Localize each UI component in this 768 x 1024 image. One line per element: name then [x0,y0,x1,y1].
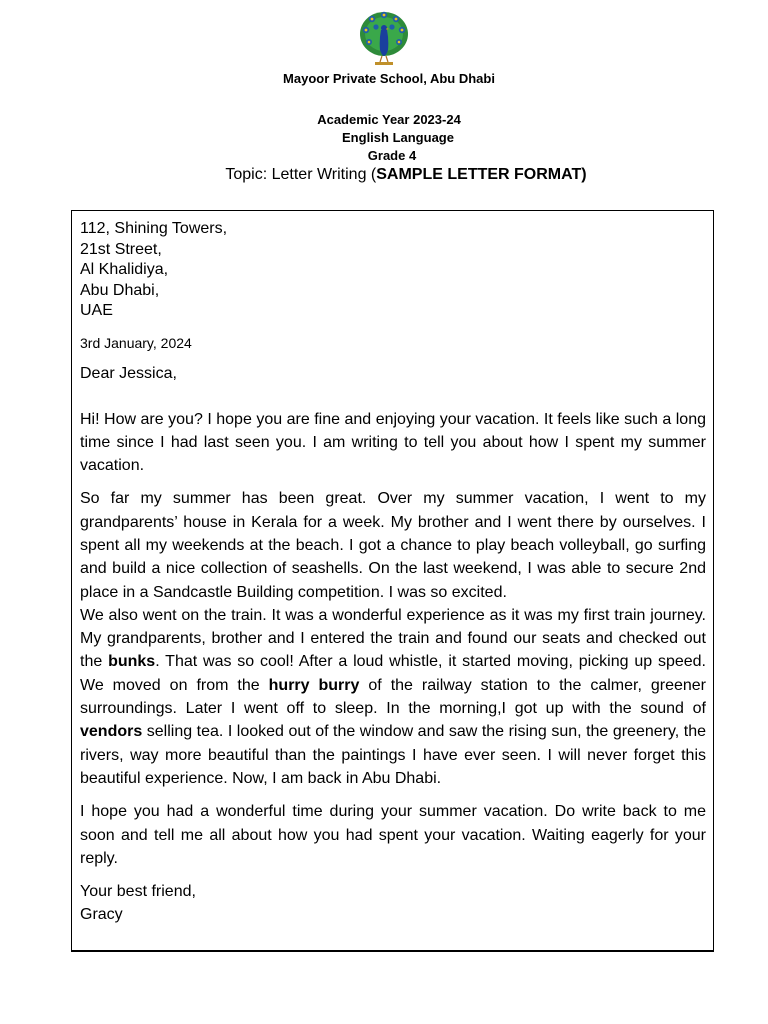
address-line: Al Khalidiya, [80,261,169,278]
subject-title: English Language [342,130,454,145]
sender-address [80,219,706,322]
address-line: UAE [80,302,113,319]
paragraph-text: selling tea. I looked out of the window and saw the rising sun, the greenery, the rivers, way more beautiful than the paintings I have ever seen. I will never forget this beautiful experience. Now, I am back in Abu Dhabi. [80,723,706,787]
bold-word: vendors [80,723,143,741]
signature-name: Gracy [80,906,123,924]
peacock-logo-icon [358,10,410,68]
letter-closing [80,880,706,926]
letter-body [80,408,706,871]
paragraph-text: I hope you had a wonderful time during your summer vacation. Do write back to me soon and tell me all about how you had spent your vacation. Waiting eagerly for your reply. [80,803,706,867]
school-name: Mayoor Private School, Abu Dhabi [283,71,495,86]
body-paragraph [80,487,706,603]
body-paragraph [80,800,706,870]
sample-letter-box [71,210,714,952]
topic-heading [0,166,768,184]
address-line: Abu Dhabi, [80,281,160,299]
paragraph-text: So far my summer has been great. Over my summer vacation, I went to my grandparents’ house in Kerala for a week. My brother and I went there by ourselves. I spent all my weekends at the beach. I got a chance to play beach volleyball, go surfing and build a nice collection of seashells. On the last weekend, I was able to secure 2nd place in a Sandcastle Building competition. I was so excited. [80,490,706,601]
paragraph-text: of the railway station to the calmer, greener surroundings. Later I went off to sleep. In the morning,I got up with the sound of [80,676,707,718]
address-line: 112, Shining Towers, [80,220,228,237]
bold-word: hurry burry [268,676,360,694]
closing-phrase: Your best friend, [80,883,196,901]
letter-greeting: Dear Jessica, [80,364,177,382]
paragraph-text: . That was so cool! After a loud whistle, it started moving, picking up speed. We moved on from the [80,653,707,694]
grade-label: Grade 4 [367,148,417,163]
topic-prefix: Topic: Letter Writing ( [225,166,377,183]
address-line: 21st Street, [80,240,162,258]
paragraph-text: We also went on the train. It was a wonderful experience as it was my first train journey. My grandparents, brother and I entered the train and found our seats and checked out the [80,606,706,671]
topic-format-label: SAMPLE LETTER FORMAT) [376,166,587,183]
body-paragraph [80,408,706,478]
bold-word: bunks [108,653,156,671]
body-paragraph [80,604,706,790]
academic-year: Academic Year 2023-24 [317,112,461,127]
letter-content [80,219,706,926]
letter-date: 3rd January, 2024 [80,334,192,351]
paragraph-text: Hi! How are you? I hope you are fine and enjoying your vacation. It feels like such a long time since I had last seen you. I am writing to tell you about how I spent my summer vacation. [80,410,706,475]
